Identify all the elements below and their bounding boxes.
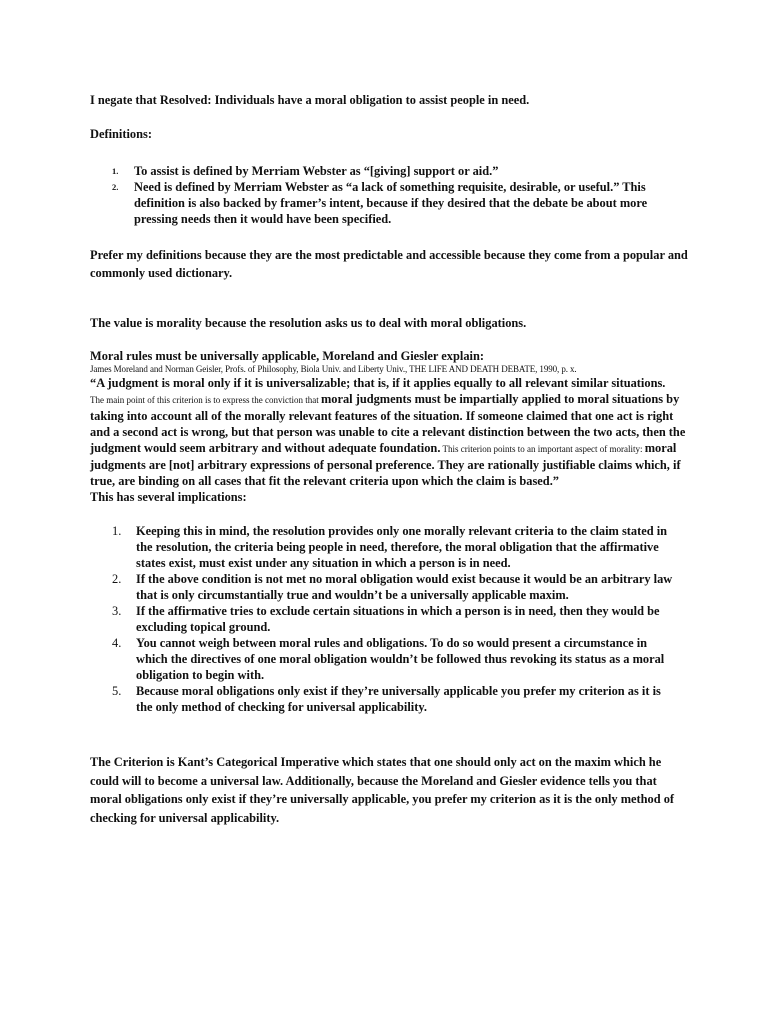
card-citation: James Moreland and Norman Geisler, Profs. of Philosophy, Biola Univ. and Liberty Univ., THE LIFE AND DEATH DEBATE, 1990, p. x. <box>90 364 577 374</box>
list-item <box>90 635 688 683</box>
implication-text: If the affirmative tries to exclude certain situations in which a person is in need, then they would be excluding topical ground. <box>136 604 660 634</box>
list-number: 1. <box>112 166 119 176</box>
criterion-paragraph: The Criterion is Kant’s Categorical Imperative which states that one should only act on the maxim which he could will to become a universal law. Additionally, because the Moreland and Giesler evidence tells you that moral obligations only exist if they’re universally applicable, you prefer my criterion as it is the only method of checking for universal applicability. <box>90 755 675 825</box>
list-number: 3. <box>112 604 122 618</box>
card-quote-3: moral judgments are [not] arbitrary expressions of personal preference. They are rationally justifiable claims which, if true, are binding on all cases that fit the relevant criteria upon which the claim is based.” <box>90 441 681 488</box>
list-item <box>90 163 688 179</box>
card-quote-1: “A judgment is moral only if it is universalizable; that is, if it applies equally to all relevant similar situations. <box>90 376 666 390</box>
definitions-list <box>90 163 688 227</box>
list-item <box>90 179 688 227</box>
card-unhighlighted-2: This criterion points to an important aspect of morality: <box>440 444 645 454</box>
list-item <box>90 523 688 571</box>
prefer-paragraph: Prefer my definitions because they are the most predictable and accessible because they come from a popular and commonly used dictionary. <box>90 248 688 280</box>
card-quote-2: moral judgments must be impartially applied to moral situations by taking into account all of the morally relevant features of the situation. If someone claimed that one act is right and a second act is wrong, but that person was unable to cite a relevant distinction between the two acts, then the judgment would seem arbitrary and without adequate foundation. <box>90 392 686 455</box>
definition-text: Need is defined by Merriam Webster as “a lack of something requisite, desirable, or useful.” This definition is also backed by framer’s intent, because if they desired that the debate be about more pressing needs then it would have been specified. <box>134 180 648 226</box>
card-tag: Moral rules must be universally applicable, Moreland and Giesler explain: <box>90 349 484 363</box>
list-number: 4. <box>112 636 122 650</box>
implication-text: Because moral obligations only exist if they’re universally applicable you prefer my criterion as it is the only method of checking for universal applicability. <box>136 684 661 714</box>
card-body <box>90 375 688 489</box>
list-number: 1. <box>112 524 122 538</box>
implications-list <box>90 523 688 715</box>
card-unhighlighted-1: The main point of this criterion is to express the conviction that <box>90 395 321 405</box>
implication-text: Keeping this in mind, the resolution provides only one morally relevant criteria to the claim stated in the resolution, the criteria being people in need, therefore, the moral obligation that the affirmative states exist, must exist under any situation in which a person is in need. <box>136 524 668 570</box>
value-paragraph: The value is morality because the resolution asks us to deal with moral obligations. <box>90 316 527 330</box>
intro-statement: I negate that Resolved: Individuals have a moral obligation to assist people in need. <box>90 93 530 107</box>
implication-text: You cannot weigh between moral rules and obligations. To do so would present a circumstance in which the directives of one moral obligation wouldn’t be followed thus revoking its status as a moral obligation to begin with. <box>136 636 665 682</box>
list-item <box>90 683 688 715</box>
list-number: 5. <box>112 684 122 698</box>
implications-heading: This has several implications: <box>90 490 247 504</box>
implication-text: If the above condition is not met no moral obligation would exist because it would be an arbitrary law that is only circumstantially true and wouldn’t be a universally applicable maxim. <box>136 572 673 602</box>
list-item <box>90 603 688 635</box>
definition-text: To assist is defined by Merriam Webster as “[giving] support or aid.” <box>134 164 499 178</box>
list-number: 2. <box>112 182 119 192</box>
list-number: 2. <box>112 572 122 586</box>
definitions-heading: Definitions: <box>90 127 152 141</box>
list-item <box>90 571 688 603</box>
